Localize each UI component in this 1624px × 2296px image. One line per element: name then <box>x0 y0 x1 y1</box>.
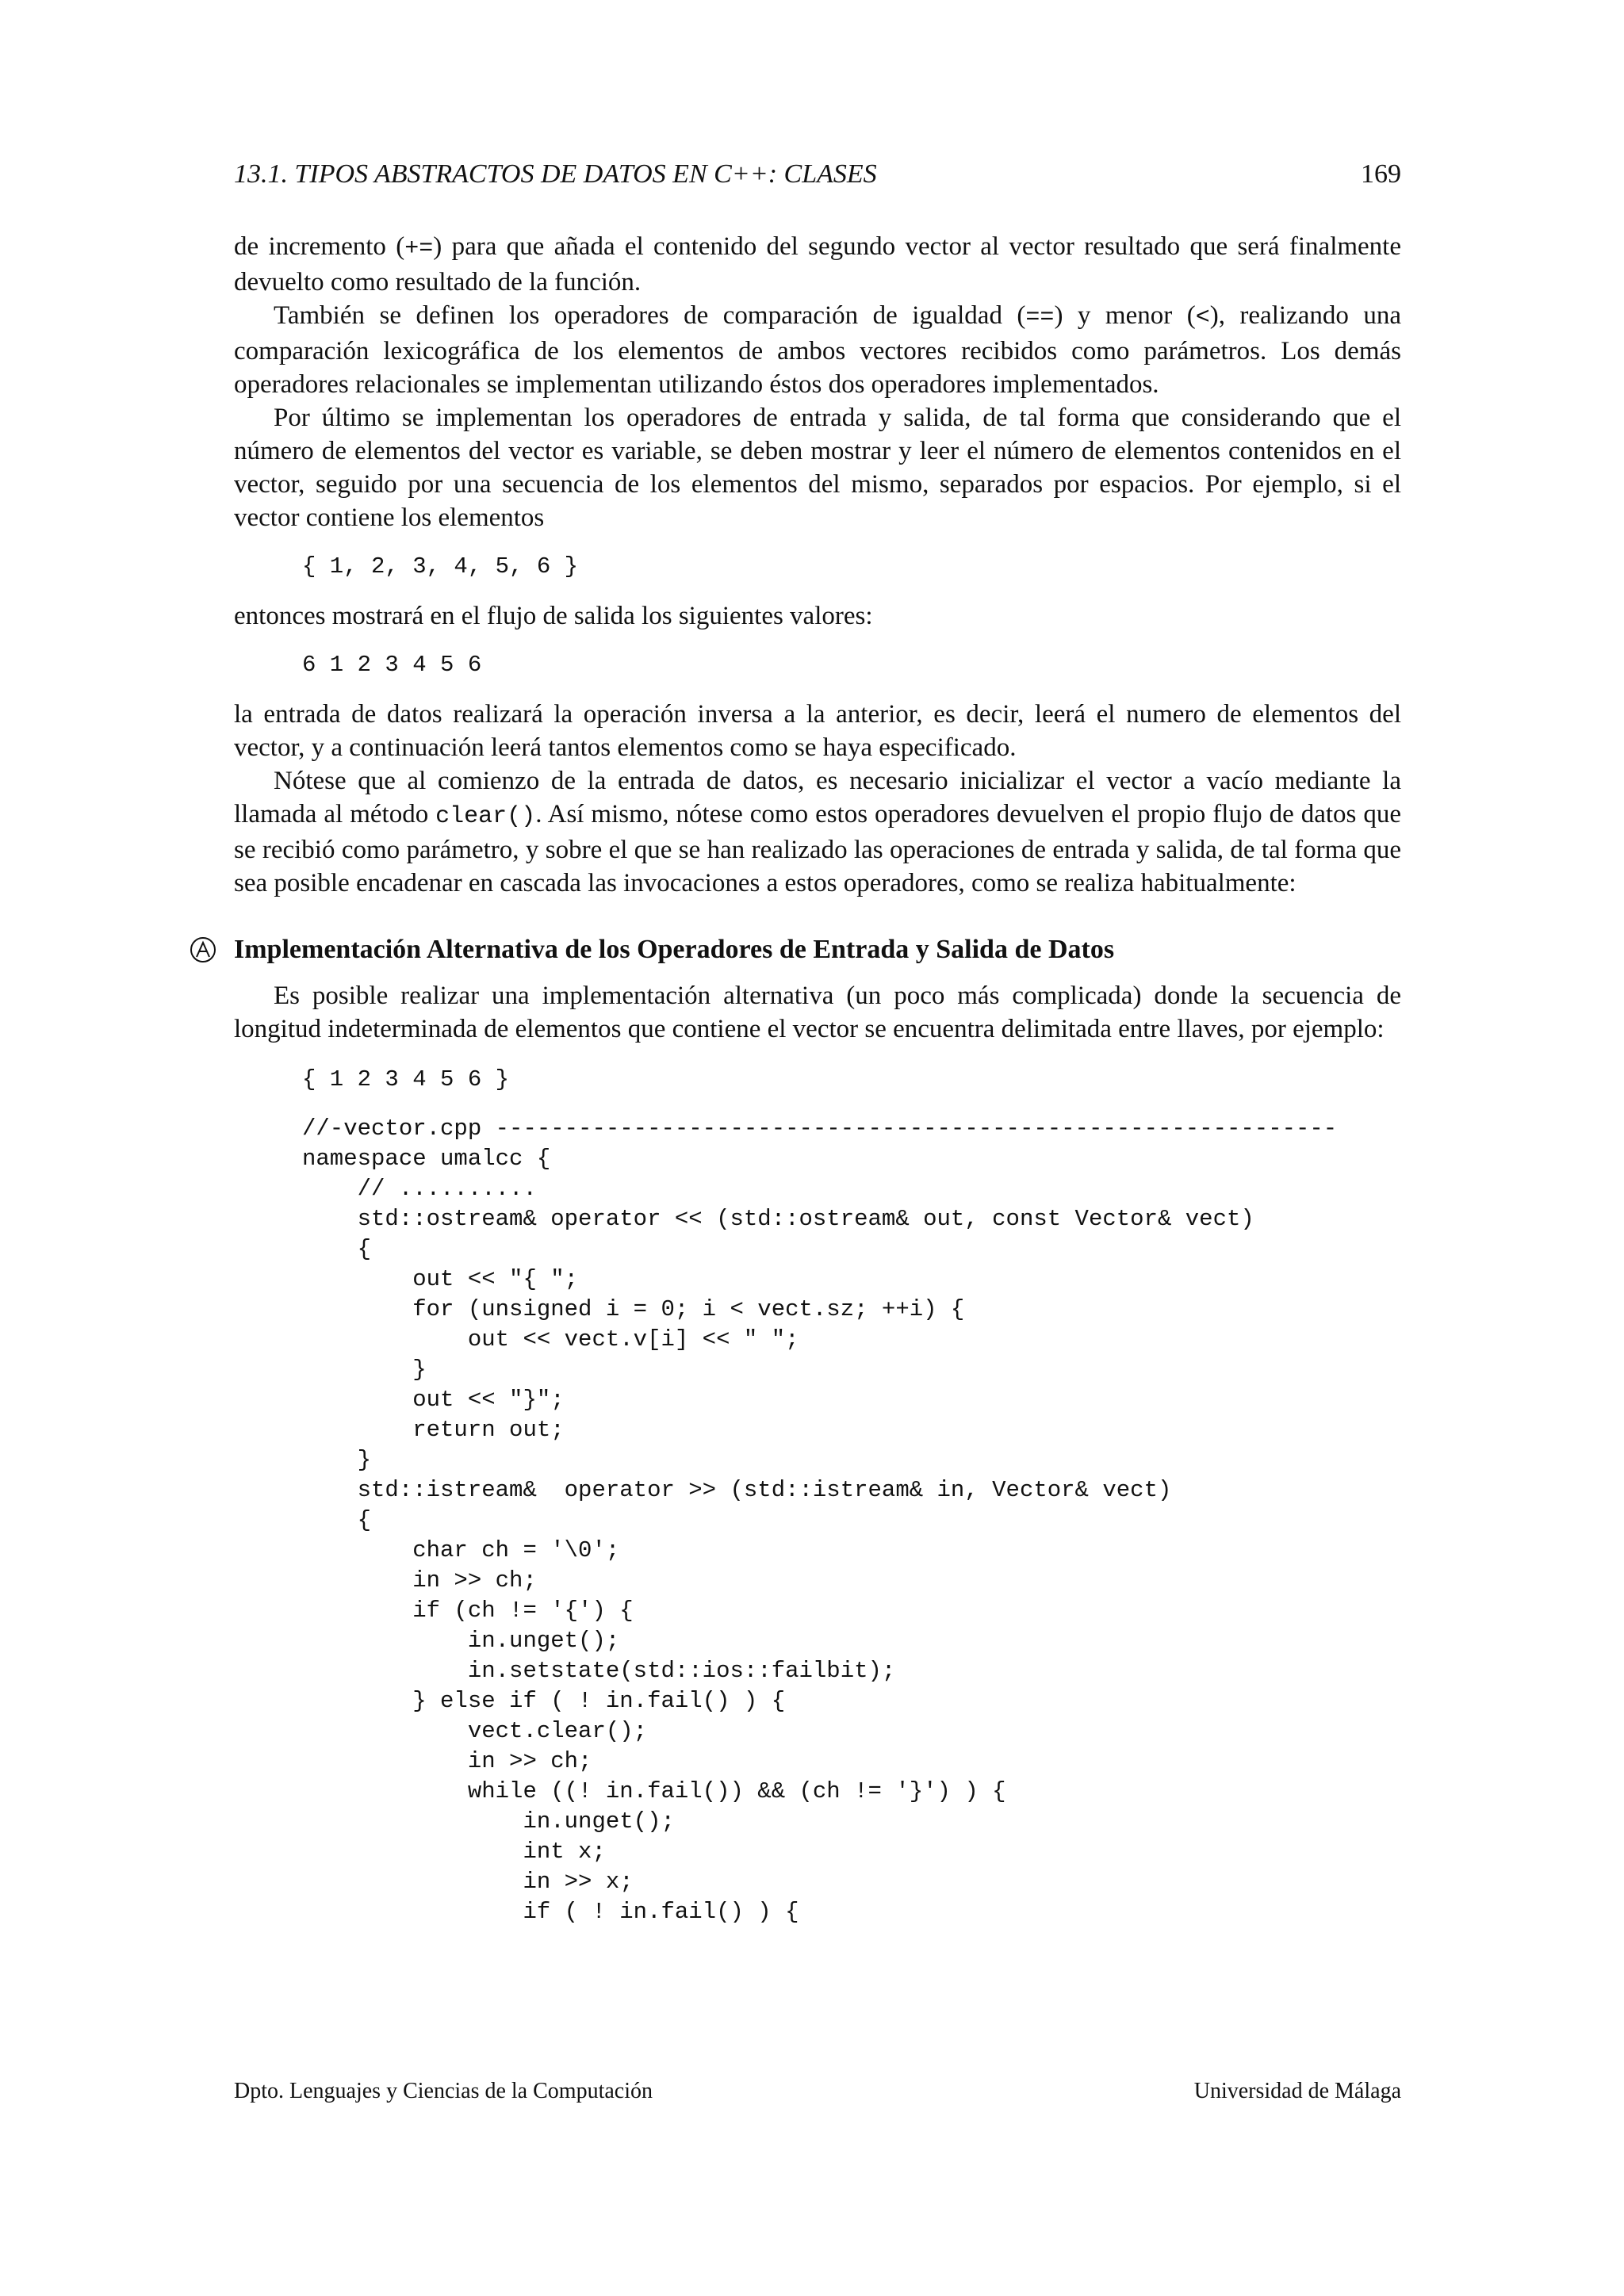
text-run: ) y menor ( <box>1054 301 1196 330</box>
running-header <box>234 155 1401 193</box>
section-heading <box>234 932 1401 968</box>
section-title: Implementación Alternativa de los Operadores de Entrada y Salida de Datos <box>234 935 1115 964</box>
page-footer <box>234 2076 1401 2107</box>
footer-department: Dpto. Lenguajes y Ciencias de la Computación <box>234 2079 653 2103</box>
header-title: 13.1. TIPOS ABSTRACTOS DE DATOS EN C++: CLASES <box>234 159 877 189</box>
inline-code: == <box>1025 304 1055 331</box>
paragraph-increment <box>234 230 1401 299</box>
paragraph-alternative: Es posible realizar una implementación alternativa (un poco más complicada) donde la secuencia de longitud indeterminada de elementos que contiene el vector se encuentra delimitada entre llaves, por ejemplo: <box>234 982 1401 1043</box>
code-listing: //-vector.cpp ------------------------------------------------------------- namespace umalcc { // .......... std::ostream& operator << (std::ostream& out, const Vector& vect) { out << "{ "; for (unsigned i = 0; i < vect.sz; ++i) { out << vect.v[i] << " "; } out << "}"; return out; } std::istream& operator >> (std::istream& in, Vector& vect) { char ch = '\0'; in >> ch; if (ch != '{') { in.unget(); in.setstate(std::ios::failbit); } else if ( ! in.fail() ) { vect.clear(); in >> ch; while ((! in.fail()) && (ch != '}') ) { in.unget(); int x; in >> x; if ( ! in.fail() ) { <box>302 1115 1338 1925</box>
paragraph-io-operators: Por último se implementan los operadores de entrada y salida, de tal forma que considerando que el número de elementos del vector es variable, se deben mostrar y leer el número de elementos contenidos en el vector, seguido por una secuencia de los elementos del mismo, separados por espacios. Por ejemplo, si el vector contiene los elementos <box>234 404 1401 532</box>
paragraph-input: la entrada de datos realizará la operación inversa a la anterior, es decir, leerá el numero de elementos del vector, y a continuación leerá tantos elementos como se haya especificado. <box>234 700 1401 762</box>
paragraph-comparison <box>234 299 1401 401</box>
text-run: ), realizando una comparación lexicográfica de los elementos de ambos vectores recibidos como parámetros. Los demás operadores relacionales se implementan utilizando éstos dos operadores implementados. <box>234 301 1401 399</box>
text-run: Nótese que al comienzo de la entrada de datos, es necesario inicializar el vector a vacío mediante la llamada al método <box>234 767 1401 828</box>
inline-code: += <box>404 235 434 262</box>
page-number: 169 <box>1361 159 1401 189</box>
example-output: 6 1 2 3 4 5 6 <box>302 652 482 678</box>
inline-code: clear() <box>435 803 536 830</box>
page-content <box>234 230 1401 1927</box>
example-elements: { 1, 2, 3, 4, 5, 6 } <box>302 553 579 580</box>
paragraph-output-values: entonces mostrará en el flujo de salida los siguientes valores: <box>234 602 873 630</box>
text-run: ) para que añada el contenido del segundo vector al vector resultado que será finalmente devuelto como resultado de la función. <box>234 232 1401 297</box>
text-run: También se definen los operadores de comparación de igualdad ( <box>274 301 1026 330</box>
inline-code: < <box>1195 304 1210 331</box>
example-braces: { 1 2 3 4 5 6 } <box>302 1066 510 1093</box>
circled-a-icon <box>190 936 216 963</box>
paragraph-clear <box>234 764 1401 900</box>
text-run: de incremento ( <box>234 232 405 261</box>
footer-university: Universidad de Málaga <box>1193 2079 1401 2103</box>
text-run: . Así mismo, nótese como estos operadores devuelven el propio flujo de datos que se recibió como parámetro, y sobre el que se han realizado las operaciones de entrada y salida, de tal forma que sea posible encadenar en cascada las invocaciones a estos operadores, como se realiza habitualmente: <box>234 800 1401 897</box>
